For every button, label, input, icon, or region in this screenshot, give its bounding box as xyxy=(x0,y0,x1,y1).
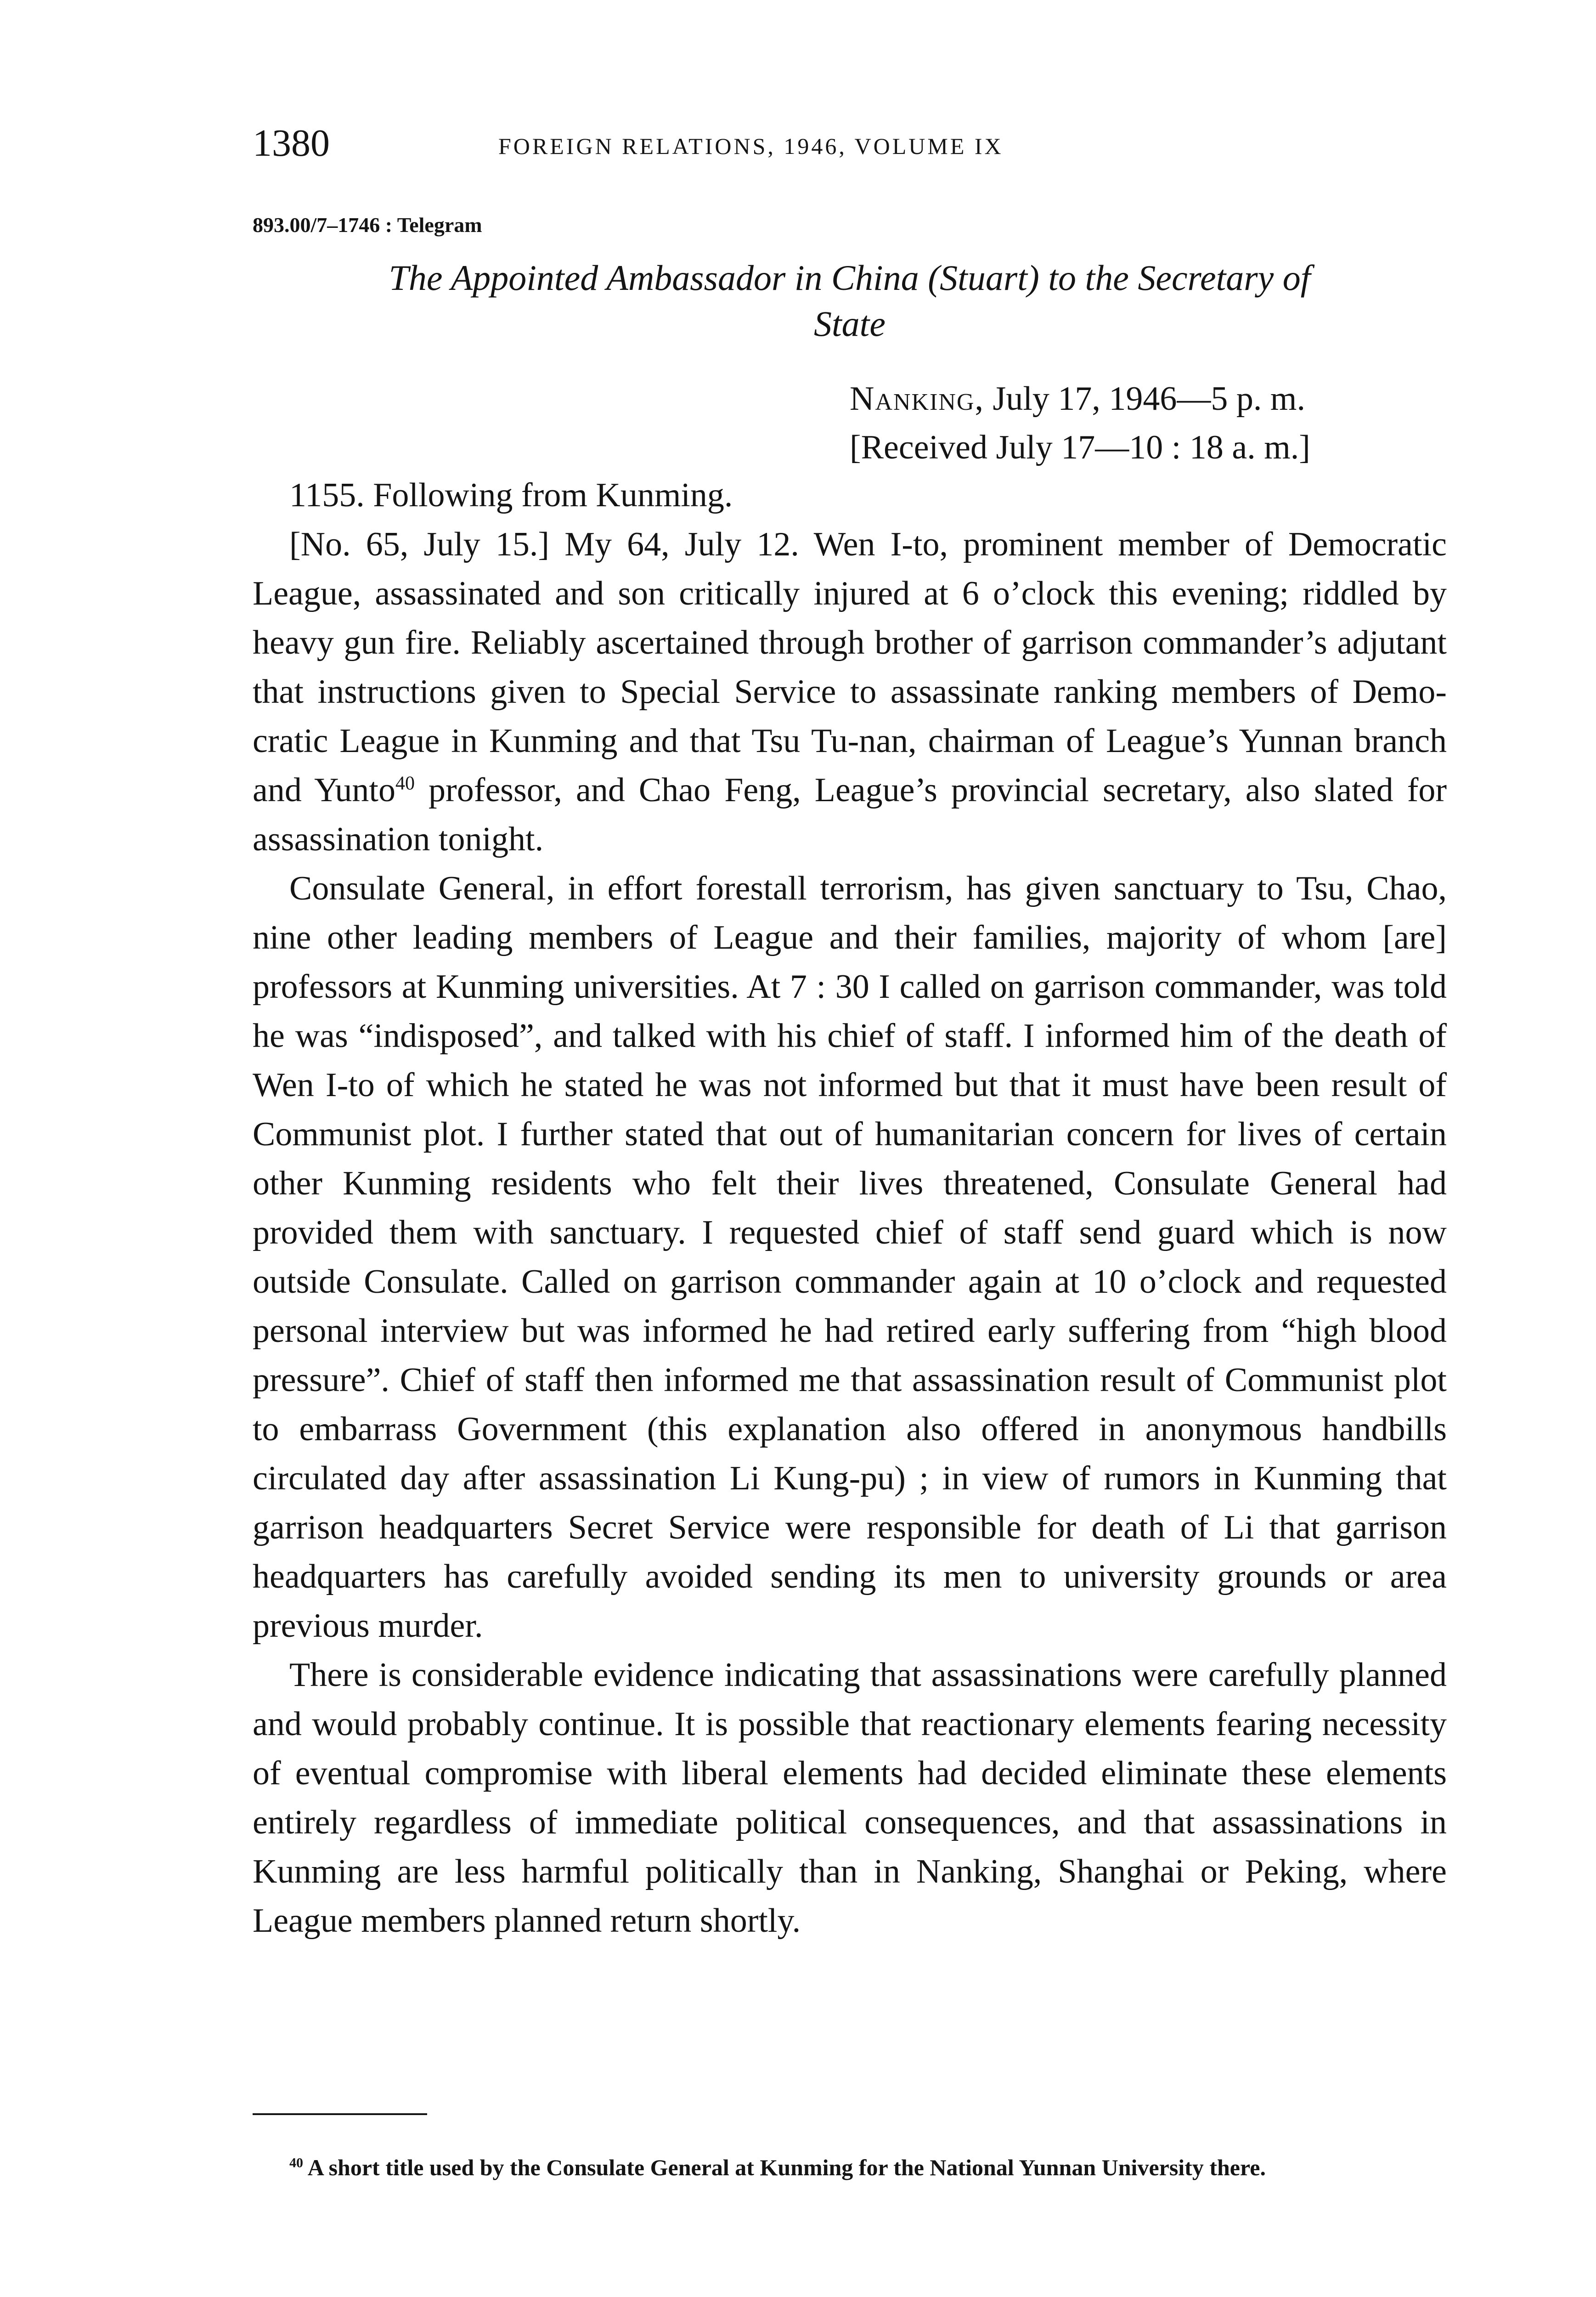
footnote-divider xyxy=(253,2113,427,2115)
page-header xyxy=(253,120,1447,175)
running-head: FOREIGN RELATIONS, 1946, VOLUME IX xyxy=(498,133,1004,159)
paragraph: 1155. Following from Kunming. xyxy=(289,476,733,514)
footnote-mark: 40 xyxy=(289,2155,303,2171)
paragraph-text: professor, and Chao Feng, League’s provincial secretary, also slated for assassination tonight. xyxy=(253,771,1447,858)
dateline-date: July 17, 1946—5 p. m. xyxy=(993,380,1305,418)
paragraph-text: [No. 65, July 15.] My 64, July 12. Wen I-to, prominent member of Democratic League, assassinated and son critically injured at 6 o’clock this evening; riddled by heavy gun fire. Reliably ascertained through brother of garrison commander’s adjutant that instructions given to Special Service to assassinate ranking members of Democratic League in Kunming and that Tsu Tu-nan, chairman of League’s Yunnan branch and Yunto xyxy=(253,526,1447,809)
dateline-place: Nanking, xyxy=(850,380,985,418)
paragraph: Consulate General, in effort forestall terrorism, has given sanctuary to Tsu, Chao, nine other leading members of League and their families, majority of whom [are] professors at Kunming universities. At 7 : 30 I called on garrison commander, was told he was “indisposed”, and talked with his chief of staff. I informed him of the death of Wen I-to of which he stated he was not informed but that it must have been result of Communist plot. I further stated that out of humanitarian concern for lives of certain other Kunming residents who felt their lives threatened, Consulate General had provided them with sanctuary. I requested chief of staff send guard which is now outside Consulate. Called on garrison commander again at 10 o’clock and requested personal interview but was informed he had retired early suffering from “high blood pressure”. Chief of staff then informed me that assassination result of Communist plot to embarrass Government (this explanation also offered in anonymous handbills circulated day after assassination Li Kung-pu) ; in view of rumors in Kunming that garrison headquarters Secret Service were responsible for death of Li that garrison headquarters has carefully avoided sending its men to university grounds or area previous murder. xyxy=(253,870,1447,1645)
received-note: [Received July 17—10 : 18 a. m.] xyxy=(850,429,1310,466)
footnote xyxy=(253,2152,1447,2183)
file-reference: 893.00/7–1746 : Telegram xyxy=(253,213,482,237)
document-title xyxy=(253,255,1447,347)
dateline-sent xyxy=(850,374,1447,423)
page-number: 1380 xyxy=(253,122,330,164)
dateline xyxy=(850,374,1447,472)
document-title-line: State xyxy=(814,304,885,344)
document-page xyxy=(253,0,1447,2297)
telegram-body xyxy=(253,471,1447,1946)
paragraph: There is considerable evidence indicating that assassinations were carefully planned and would probably continue. It is possible that reactionary elements fearing necessity of eventual compromise with liberal elements had decided eliminate these elements entirely regardless of immediate political consequences, and that assassinations in Kunming are less harmful politically than in Nanking, Shanghai or Peking, where League members planned return shortly. xyxy=(253,1656,1447,1940)
footnote-text: A short title used by the Consulate General at Kunming for the National Yunnan University there. xyxy=(307,2155,1266,2180)
paragraph xyxy=(253,520,1447,864)
document-title-line: The Appointed Ambassador in China (Stuart) to the Secretary of xyxy=(389,258,1311,298)
footnote-reference[interactable]: 40 xyxy=(395,773,415,794)
